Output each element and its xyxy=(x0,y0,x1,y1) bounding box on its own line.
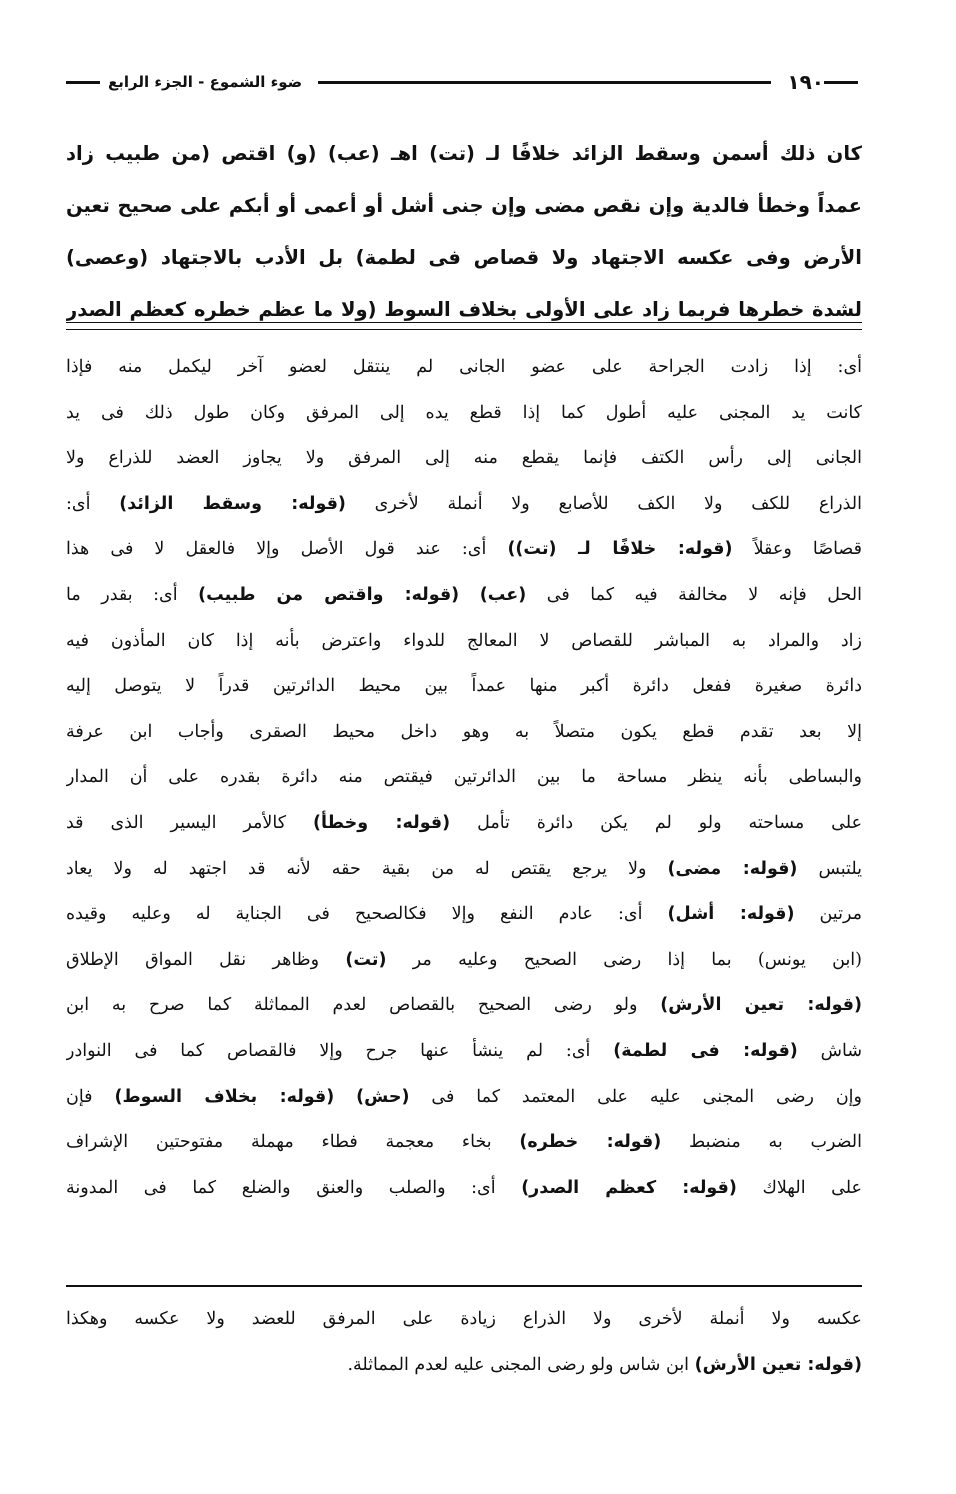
quoted-term: (قوله: فى لطمة) xyxy=(613,1040,798,1061)
line-text: زاد والمراد به المباشر للقصاص لا المعالج للدواء واعترض بأنه إذا كان المأذون فيه xyxy=(66,630,862,651)
running-header xyxy=(66,62,858,102)
commentary-line xyxy=(66,527,862,573)
line-text: كانت يد المجنى عليه أطول كما إذا قطع يده إلى المرفق وكان طول ذلك فى يد xyxy=(66,402,862,423)
commentary-line xyxy=(66,1075,862,1121)
commentary-line xyxy=(66,710,862,756)
main-text-line: لشدة خطرها فربما زاد على الأولى بخلاف السوط (ولا ما عظم خطره كعظم الصدر xyxy=(66,298,862,321)
main-text xyxy=(66,128,862,336)
quoted-term: (تت) xyxy=(345,949,387,970)
line-text xyxy=(334,1087,356,1107)
commentary-line xyxy=(66,664,862,710)
line-text: أى: xyxy=(66,493,120,514)
quoted-term: (قوله: وسقط الزائد) xyxy=(119,493,346,514)
quoted-term: (قوله: خلافًا لـ (تت)) xyxy=(507,539,733,560)
line-text: أى: لم ينشأ عنها جرح وإلا فالقصاص كما فى النوادر xyxy=(66,1040,614,1061)
line-text: وإن رضى المجنى عليه على المعتمد كما فى xyxy=(409,1086,862,1107)
footnote-line xyxy=(66,1342,862,1388)
commentary-line xyxy=(66,482,862,528)
line-text: على الهلاك xyxy=(736,1177,862,1198)
line-text: ابن شاس ولو رضى المجنى عليه لعدم المماثلة. xyxy=(347,1355,695,1375)
line-text: بخاء معجمة فطاء مهملة مفتوحتين الإشراف xyxy=(66,1132,520,1153)
line-text: أى: والصلب والعنق والضلع كما فى المدونة xyxy=(66,1177,522,1198)
commentary-line xyxy=(66,892,862,938)
line-text: الذراع للكف ولا الكف للأصابع ولا أنملة لأخرى xyxy=(345,493,862,514)
quoted-term: (قوله: واقتص من طبيب) xyxy=(198,584,460,605)
line-text: يلتبس xyxy=(797,858,862,879)
line-text: أى: إذا زادت الجراحة على عضو الجانى لم ينتقل لعضو آخر ليكمل منه فإذا xyxy=(66,357,862,377)
commentary-line xyxy=(66,619,862,665)
line-text: كالأمر اليسير الذى قد xyxy=(66,812,313,833)
line-text: أى: عادم النفع وإلا فكالصحيح فى الجناية له وعليه وقيده xyxy=(66,904,668,925)
page-number: ١٩٠ xyxy=(787,70,824,94)
line-text: وظاهر نقل المواق الإطلاق xyxy=(66,949,346,970)
commentary-line xyxy=(66,436,862,482)
footnote-separator xyxy=(66,1285,862,1287)
commentary-line xyxy=(66,983,862,1029)
line-text: أى: عند قول الأصل وإلا فالعقل لا فى هذا xyxy=(66,539,508,560)
commentary-line xyxy=(66,847,862,893)
line-text: على مساحته ولو لم يكن دائرة تأمل xyxy=(450,812,862,833)
line-text: الضرب به منضبط xyxy=(661,1132,862,1153)
commentary-line xyxy=(66,801,862,847)
line-text: ولا يرجع يقتص له من بقية حقه لأنه قد اجتهد له ولا يعاد xyxy=(66,858,668,879)
line-text: قصاصًا وعقلاً xyxy=(732,539,862,560)
quoted-term: (قوله: وخطأ) xyxy=(312,812,451,833)
quoted-term: (قوله: كعظم الصدر) xyxy=(521,1177,737,1198)
commentary-line xyxy=(66,1166,862,1212)
main-text-line: كان ذلك أسمن وسقط الزائد خلافًا لـ (تت) اهـ (عب) (و) اقتص (من طبيب زاد xyxy=(66,142,862,165)
header-dash xyxy=(824,81,858,84)
commentary-line xyxy=(66,1120,862,1166)
quoted-term: (قوله: تعين الأرش) xyxy=(694,1355,862,1375)
commentary-line xyxy=(66,938,862,984)
line-text: دائرة صغيرة ففعل دائرة أكبر منها عمداً بين محيط الدائرتين قدراً لا يتوصل إليه xyxy=(66,676,862,697)
main-text-line: عمداً وخطأ فالدية وإن نقص مضى وإن جنى أشل أو أعمى أو أبكم على صحيح تعين xyxy=(66,194,862,217)
section-double-rule xyxy=(66,322,862,330)
footnote-text xyxy=(66,1296,862,1388)
quoted-term: (قوله: بخلاف السوط) xyxy=(114,1086,335,1107)
line-text: والبساطى بأنه ينظر مساحة ما بين الدائرتين فيقتص منه دائرة بقدره على أن المدار xyxy=(66,767,862,788)
line-text: أى: بقدر ما xyxy=(66,584,199,605)
line-text: فإن xyxy=(66,1086,115,1107)
header-rule xyxy=(318,81,771,84)
quoted-term: (حش) xyxy=(356,1086,410,1107)
quoted-term: (قوله: أشل) xyxy=(667,904,795,925)
header-dash xyxy=(66,81,100,84)
commentary-line xyxy=(66,573,862,619)
line-text: إلا بعد تقدم قطع يكون متصلاً به وهو داخل محيط الصقرى وأجاب ابن عرفة xyxy=(66,721,862,742)
footnote-line xyxy=(66,1296,862,1342)
line-text: شاش xyxy=(797,1040,862,1061)
commentary-text xyxy=(66,345,862,1211)
commentary-line xyxy=(66,755,862,801)
line-text: الجانى إلى رأس الكتف فإنما يقطع منه إلى المرفق ولا يجاوز العضد للذراع ولا xyxy=(66,448,862,469)
book-title: ضوء الشموع - الجزء الرابع xyxy=(108,73,303,91)
line-text: ولو رضى الصحيح بالقصاص لعدم المماثلة كما صرح به ابن xyxy=(66,995,661,1016)
line-text: الحل فإنه لا مخالفة فيه كما فى xyxy=(526,584,862,605)
quoted-term: (عب) xyxy=(479,584,527,605)
quoted-term: (قوله: مضى) xyxy=(667,858,798,879)
quoted-term: (قوله: خطره) xyxy=(519,1132,662,1153)
line-text: مرتين xyxy=(794,904,862,925)
line-text: (ابن يونس) بما إذا رضى الصحيح وعليه مر xyxy=(386,949,862,970)
commentary-line xyxy=(66,391,862,437)
commentary-line xyxy=(66,1029,862,1075)
main-text-line: الأرض وفى عكسه الاجتهاد ولا قصاص فى لطمة) بل الأدب بالاجتهاد (وعصى) xyxy=(66,246,862,269)
line-text xyxy=(459,585,480,605)
quoted-term: (قوله: تعين الأرش) xyxy=(660,995,862,1016)
line-text: عكسه ولا أنملة لأخرى ولا الذراع زيادة على المرفق للعضد ولا عكسه وهكذا xyxy=(66,1309,862,1329)
commentary-line xyxy=(66,345,862,391)
